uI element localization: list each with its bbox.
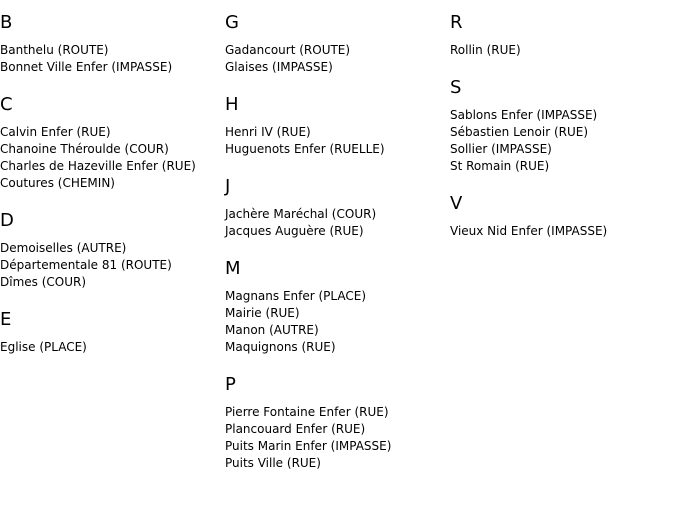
letter-heading: D: [0, 210, 14, 231]
street-list-item: [450, 223, 670, 240]
letter-group: [450, 193, 670, 240]
street-link[interactable]: St Romain (RUE): [450, 159, 550, 173]
street-link[interactable]: Bonnet Ville Enfer (IMPASSE): [0, 60, 173, 74]
street-list-item: [0, 240, 220, 257]
letter-heading: M: [225, 258, 241, 279]
street-link[interactable]: Gadancourt (ROUTE): [225, 43, 351, 57]
street-list-item: [0, 257, 220, 274]
street-link[interactable]: Dîmes (COUR): [0, 275, 87, 289]
street-link[interactable]: Manon (AUTRE): [225, 323, 319, 337]
street-list-item: [225, 206, 445, 223]
street-index-column-1: [0, 12, 220, 374]
street-list: [0, 124, 220, 192]
letter-group: [225, 374, 445, 472]
street-list: [225, 124, 445, 158]
street-link[interactable]: Jachère Maréchal (COUR): [225, 207, 377, 221]
street-list: [450, 107, 670, 175]
street-list-item: [450, 107, 670, 124]
letter-heading: S: [450, 77, 462, 98]
street-list-item: [450, 124, 670, 141]
street-link[interactable]: Sollier (IMPASSE): [450, 142, 552, 156]
letter-heading: E: [0, 309, 12, 330]
letter-group: [225, 176, 445, 240]
street-link[interactable]: Charles de Hazeville Enfer (RUE): [0, 159, 196, 173]
street-list: [0, 240, 220, 291]
street-list-item: [450, 141, 670, 158]
street-link[interactable]: Coutures (CHEMIN): [0, 176, 115, 190]
letter-heading: J: [225, 176, 231, 197]
street-link[interactable]: Eglise (PLACE): [0, 340, 87, 354]
street-list-item: [0, 339, 220, 356]
street-link[interactable]: Jacques Auguère (RUE): [225, 224, 364, 238]
street-link[interactable]: Magnans Enfer (PLACE): [225, 289, 367, 303]
street-list: [225, 288, 445, 356]
street-list: [225, 206, 445, 240]
letter-group: [225, 12, 445, 76]
street-list-item: [0, 141, 220, 158]
street-link[interactable]: Calvin Enfer (RUE): [0, 125, 111, 139]
street-list-item: [225, 305, 445, 322]
street-link[interactable]: Puits Ville (RUE): [225, 456, 321, 470]
street-list-item: [225, 124, 445, 141]
street-list-item: [0, 274, 220, 291]
street-link[interactable]: Henri IV (RUE): [225, 125, 311, 139]
street-link[interactable]: Vieux Nid Enfer (IMPASSE): [450, 224, 608, 238]
letter-group: [0, 309, 220, 356]
street-link[interactable]: Pierre Fontaine Enfer (RUE): [225, 405, 389, 419]
letter-heading: B: [0, 12, 13, 33]
street-list-item: [225, 404, 445, 421]
letter-heading: H: [225, 94, 239, 115]
street-list-item: [450, 158, 670, 175]
street-list: [0, 339, 220, 356]
street-index-column-3: [450, 12, 670, 258]
street-link[interactable]: Sablons Enfer (IMPASSE): [450, 108, 598, 122]
street-link[interactable]: Départementale 81 (ROUTE): [0, 258, 172, 272]
street-list: [450, 223, 670, 240]
letter-group: [450, 77, 670, 175]
letter-group: [450, 12, 670, 59]
street-link[interactable]: Maquignons (RUE): [225, 340, 336, 354]
street-link[interactable]: Puits Marin Enfer (IMPASSE): [225, 439, 392, 453]
street-list-item: [450, 42, 670, 59]
street-link[interactable]: Demoiselles (AUTRE): [0, 241, 127, 255]
street-list-item: [225, 288, 445, 305]
street-list-item: [0, 158, 220, 175]
street-list: [225, 42, 445, 76]
letter-group: [0, 94, 220, 192]
street-list-item: [0, 175, 220, 192]
street-list: [450, 42, 670, 59]
street-link[interactable]: Banthelu (ROUTE): [0, 43, 109, 57]
letter-group: [225, 258, 445, 356]
street-link[interactable]: Chanoine Théroulde (COUR): [0, 142, 169, 156]
street-list-item: [225, 59, 445, 76]
street-link[interactable]: Sébastien Lenoir (RUE): [450, 125, 589, 139]
street-list-item: [0, 124, 220, 141]
street-list: [0, 42, 220, 76]
street-list-item: [225, 421, 445, 438]
street-link[interactable]: Rollin (RUE): [450, 43, 521, 57]
letter-heading: G: [225, 12, 239, 33]
street-list-item: [0, 59, 220, 76]
street-list-item: [225, 141, 445, 158]
street-list: [225, 404, 445, 472]
street-list-item: [225, 455, 445, 472]
letter-heading: C: [0, 94, 13, 115]
street-list-item: [225, 42, 445, 59]
street-list-item: [225, 339, 445, 356]
street-index-column-2: [225, 12, 445, 490]
letter-heading: R: [450, 12, 463, 33]
street-list-item: [225, 223, 445, 240]
street-link[interactable]: Mairie (RUE): [225, 306, 300, 320]
street-link[interactable]: Plancouard Enfer (RUE): [225, 422, 366, 436]
letter-group: [0, 12, 220, 76]
letter-group: [0, 210, 220, 291]
letter-heading: P: [225, 374, 236, 395]
street-list-item: [225, 438, 445, 455]
street-link[interactable]: Glaises (IMPASSE): [225, 60, 333, 74]
street-list-item: [0, 42, 220, 59]
street-list-item: [225, 322, 445, 339]
street-link[interactable]: Huguenots Enfer (RUELLE): [225, 142, 385, 156]
letter-group: [225, 94, 445, 158]
letter-heading: V: [450, 193, 463, 214]
